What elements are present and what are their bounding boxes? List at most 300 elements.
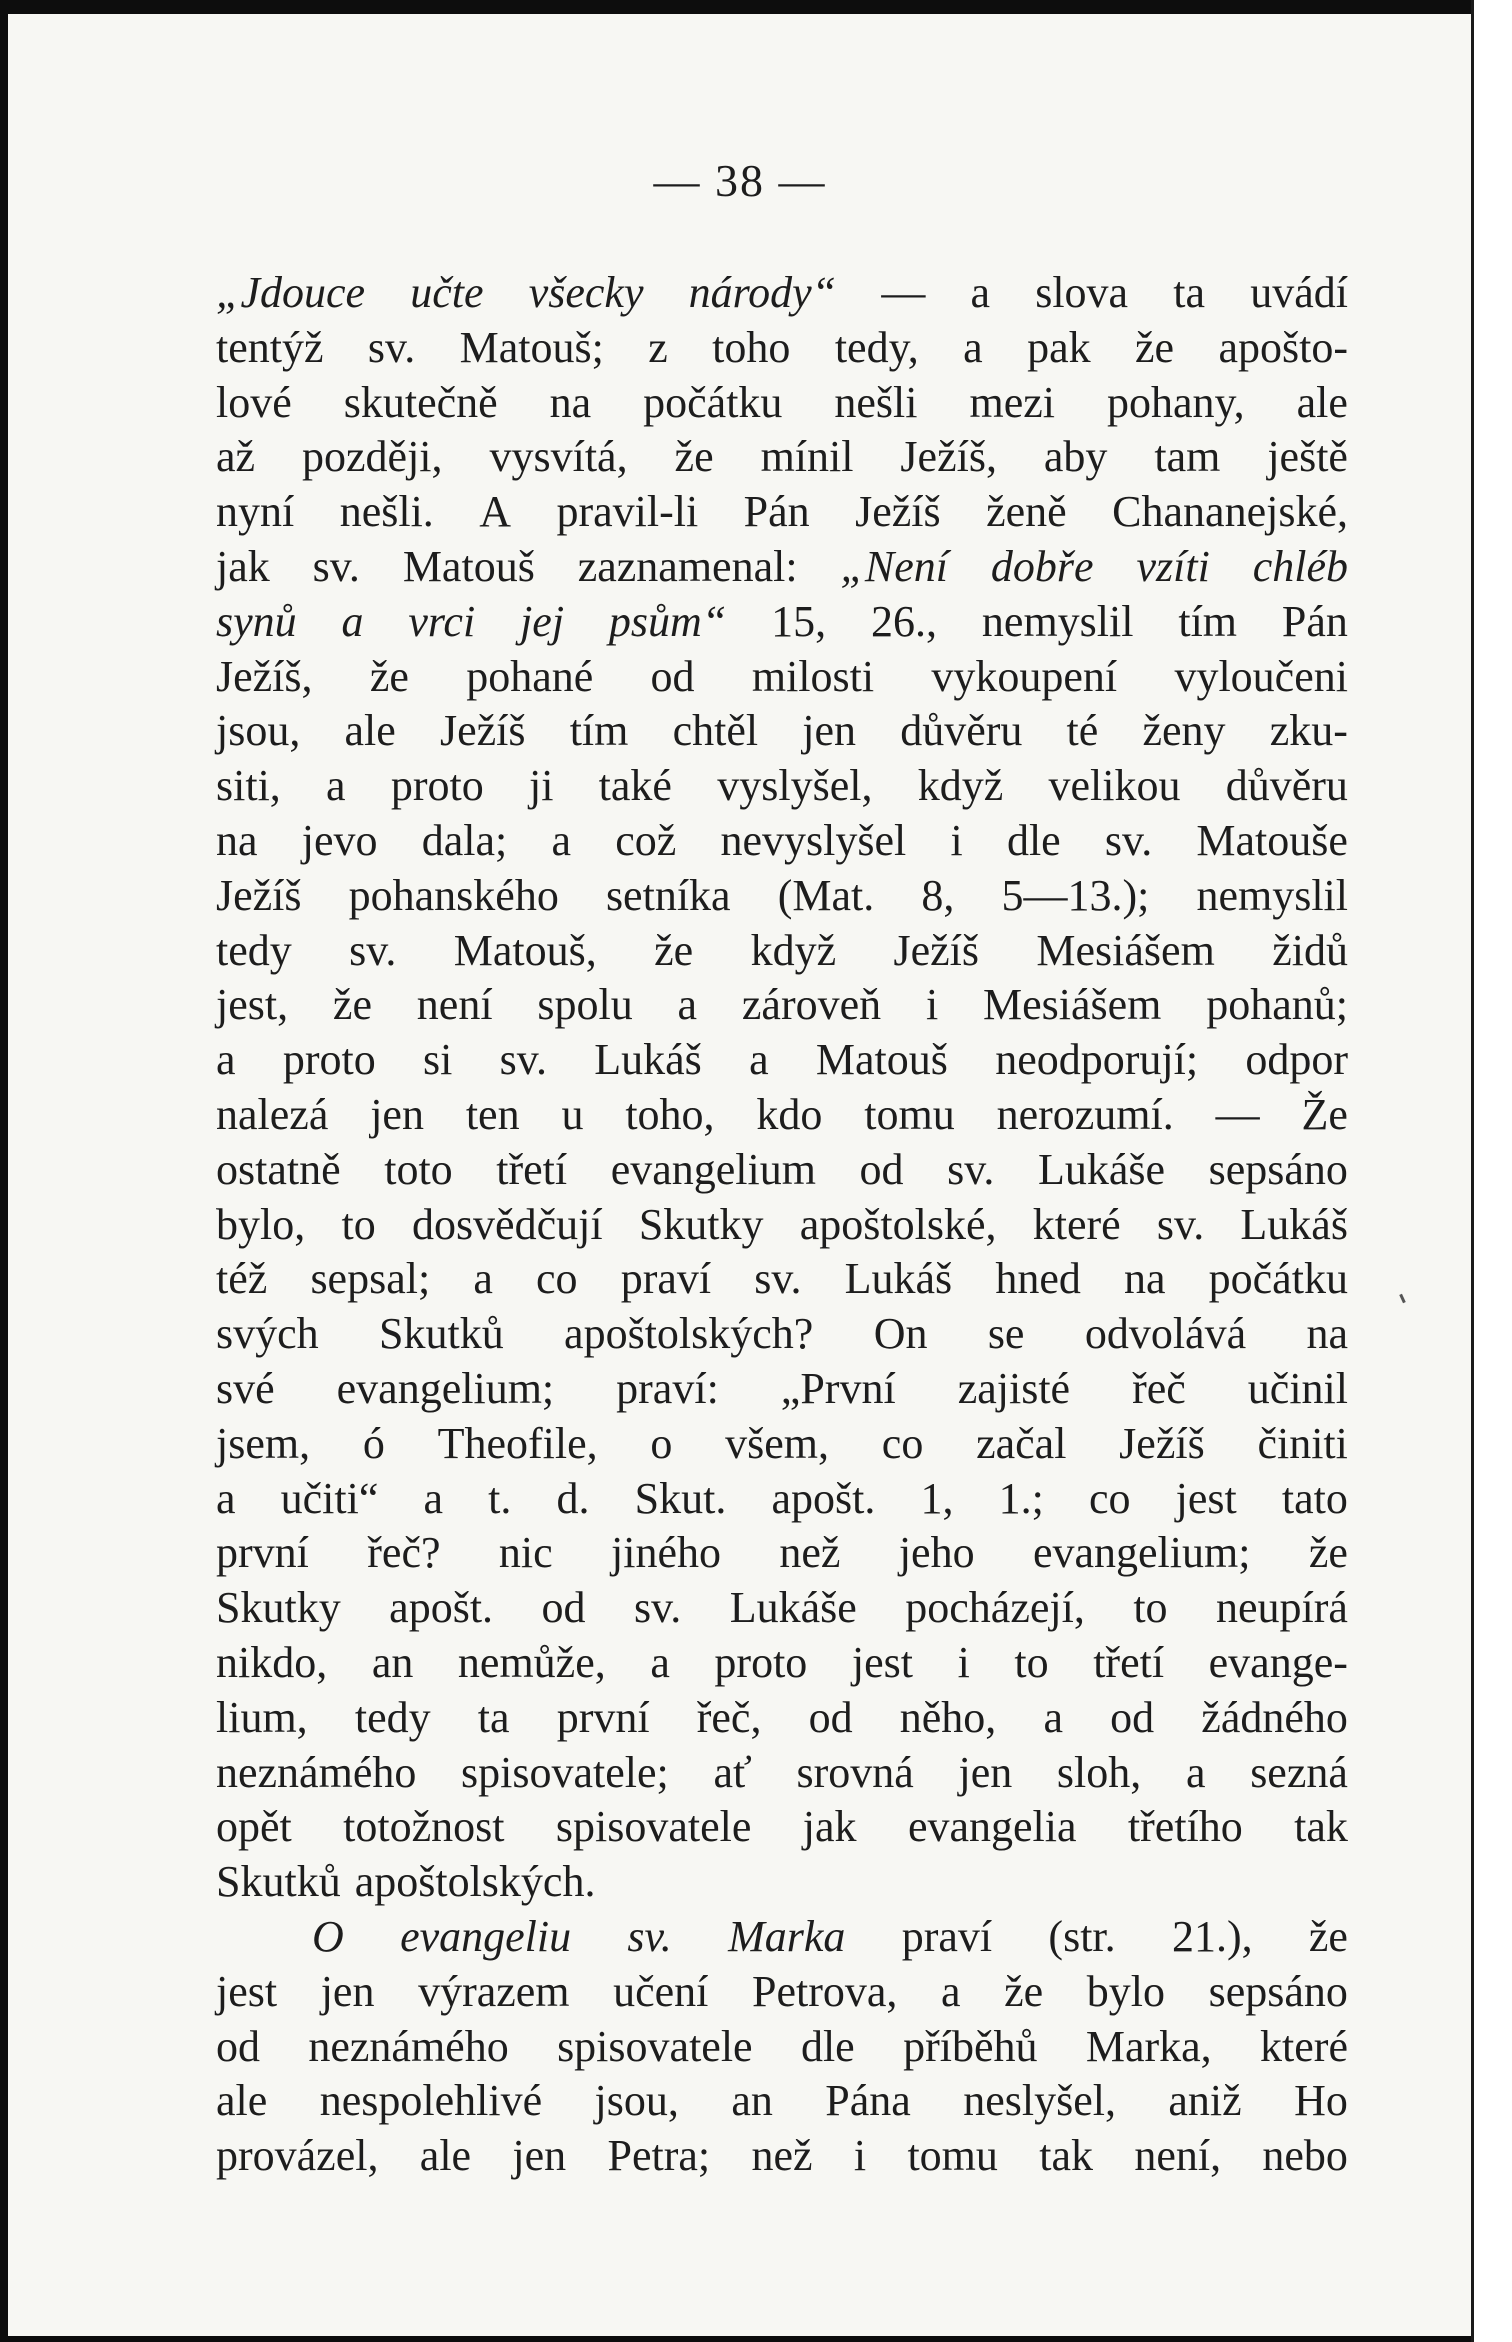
word: nyní <box>216 487 295 537</box>
word: ta <box>477 1692 510 1742</box>
word: tak <box>1039 2131 1093 2181</box>
word: a <box>341 596 364 646</box>
word: a <box>1043 1692 1063 1742</box>
text-line <box>216 1088 1348 1143</box>
word: On <box>873 1309 928 1359</box>
word: o <box>650 1418 673 1468</box>
word: mezi <box>969 377 1055 427</box>
word: srovná <box>796 1747 914 1797</box>
word: že <box>674 432 714 482</box>
word: apoštolské, <box>799 1199 997 1249</box>
word: něho, <box>899 1692 997 1742</box>
word: což <box>615 815 677 865</box>
text-line <box>216 1526 1348 1581</box>
word: psům“ <box>608 596 727 646</box>
word: sepsáno <box>1208 1144 1348 1194</box>
word: O <box>312 1911 344 1961</box>
word: Petra; <box>607 2131 711 2181</box>
word: neznámého <box>308 2021 509 2071</box>
word: třetí <box>1093 1637 1165 1687</box>
word: sloh, <box>1056 1747 1142 1797</box>
word: spisovatele; <box>461 1747 669 1797</box>
word: dle <box>1006 815 1061 865</box>
word: i <box>957 1637 970 1687</box>
word: učte <box>410 268 484 317</box>
word: apoštolských? <box>564 1309 814 1359</box>
word: apoštolských. <box>354 1857 596 1907</box>
text-line <box>216 1143 1348 1198</box>
word: praví: <box>616 1363 719 1413</box>
text-line <box>216 1252 1348 1307</box>
word: to <box>1133 1583 1168 1633</box>
word: že <box>1135 322 1175 372</box>
word: až <box>216 432 256 482</box>
word: Že <box>1301 1089 1348 1139</box>
word: Skutků <box>216 1857 341 1907</box>
word: aby <box>1043 432 1108 482</box>
word: a <box>963 322 983 372</box>
word: Pán <box>1281 596 1348 646</box>
word: ó <box>362 1418 385 1468</box>
word: jest <box>216 1966 278 2016</box>
word: nerozumí. <box>996 1089 1174 1139</box>
word: slova <box>1035 268 1129 317</box>
word: to <box>341 1199 376 1249</box>
word: té <box>1066 706 1099 756</box>
word: pravil-li <box>556 487 699 537</box>
word: než <box>779 1528 841 1578</box>
word: tedy <box>354 1692 431 1742</box>
text-line <box>216 814 1348 869</box>
word: jest, <box>216 980 289 1030</box>
word: jsou, <box>594 2076 679 2126</box>
word: nemyslil <box>1196 870 1348 920</box>
word: neodporují; <box>995 1035 1199 1085</box>
word: 8, <box>921 870 955 920</box>
body-text <box>216 266 1348 2184</box>
word: jsou, <box>216 706 301 756</box>
word: aniž <box>1168 2076 1242 2126</box>
word: Ježíš <box>440 706 526 756</box>
word: Marka <box>728 1911 846 1961</box>
word: jak <box>216 541 270 591</box>
word: „Není <box>840 541 949 591</box>
text-line <box>216 1198 1348 1253</box>
word: sv. <box>947 1144 995 1194</box>
word: učení <box>613 1966 709 2016</box>
text-line <box>216 2020 1348 2075</box>
word: zaznamenal: <box>577 541 798 591</box>
word: evangeliu <box>400 1911 572 1961</box>
text-line <box>216 1581 1348 1636</box>
word: dle <box>800 2021 855 2071</box>
word: provázel, <box>216 2131 379 2181</box>
word: co <box>536 1254 578 1304</box>
word: třetího <box>1127 1802 1243 1852</box>
word: pohany, <box>1106 377 1245 427</box>
word: a <box>326 761 346 811</box>
word: pak <box>1027 322 1091 372</box>
word: Mesiášem <box>983 980 1162 1030</box>
text-line <box>216 704 1348 759</box>
word: zku- <box>1269 706 1348 756</box>
word: ještě <box>1267 432 1348 482</box>
text-line <box>216 595 1348 650</box>
word: že <box>332 980 372 1030</box>
word: „První <box>780 1363 896 1413</box>
word: odpor <box>1245 1035 1348 1085</box>
word: dosvědčují <box>411 1199 603 1249</box>
word: Skutky <box>216 1583 341 1633</box>
word: nešli. <box>339 487 434 537</box>
word: když <box>750 925 837 975</box>
word: vyslyšel, <box>717 761 873 811</box>
word: jiného <box>611 1528 722 1578</box>
word: všem, <box>725 1418 830 1468</box>
word: proto <box>282 1035 376 1085</box>
book-page <box>8 14 1472 2336</box>
text-line <box>216 1307 1348 1362</box>
word: kdo <box>756 1089 823 1139</box>
word: činiti <box>1257 1418 1348 1468</box>
word: sv. <box>349 925 397 975</box>
word: že <box>1308 1528 1348 1578</box>
word: d. <box>556 1473 590 1523</box>
word: co <box>881 1418 924 1468</box>
word: A <box>479 487 512 537</box>
word: bylo <box>1086 1966 1166 2016</box>
word: „Jdouce <box>216 268 366 317</box>
word: později, <box>302 432 443 482</box>
word: ženě <box>986 487 1067 537</box>
word: evangelium; <box>1032 1528 1251 1578</box>
word: řeč? <box>367 1528 441 1578</box>
word: začal <box>976 1418 1067 1468</box>
word: jeho <box>898 1528 975 1578</box>
word: zajisté <box>957 1363 1071 1413</box>
word: neslyšel, <box>963 2076 1116 2126</box>
word: se <box>987 1309 1025 1359</box>
page-number: — 38 — <box>653 155 827 206</box>
word: ale <box>1296 377 1348 427</box>
word: Marka, <box>1085 2021 1212 2071</box>
word: svých <box>216 1309 319 1359</box>
word: sv. <box>367 322 416 372</box>
word: a <box>473 1254 493 1304</box>
text-line <box>216 540 1348 595</box>
word: Ježíš <box>216 870 302 920</box>
word: židů <box>1272 925 1348 975</box>
word: od <box>541 1583 586 1633</box>
word: spisovatele <box>555 1802 752 1852</box>
word: ať <box>713 1747 752 1797</box>
text-line <box>216 759 1348 814</box>
word: evangelium <box>610 1144 816 1194</box>
text-line <box>216 1855 1348 1910</box>
word: sepsal; <box>310 1254 431 1304</box>
word: tak <box>1294 1802 1348 1852</box>
word: spolu <box>537 980 633 1030</box>
word: žádného <box>1201 1692 1348 1742</box>
word: Matouš <box>815 1035 948 1085</box>
word: ta <box>1173 268 1206 317</box>
word: vyloučeni <box>1174 651 1348 701</box>
word: 15, <box>771 596 827 646</box>
word: Matouše <box>1196 815 1348 865</box>
word: zároveň <box>741 980 882 1030</box>
word: odvolává <box>1084 1309 1247 1359</box>
word: Ježíš <box>1119 1418 1205 1468</box>
word: Skutků <box>379 1309 504 1359</box>
word: řeč <box>1132 1363 1186 1413</box>
word: řeč, <box>696 1692 762 1742</box>
word: t. <box>488 1473 512 1523</box>
word: to <box>1014 1637 1049 1687</box>
word: učinil <box>1247 1363 1348 1413</box>
word: Lukáš <box>594 1035 702 1085</box>
word: neznámého <box>216 1747 417 1797</box>
word: Pána <box>825 2076 911 2126</box>
word: Theofile, <box>437 1418 598 1468</box>
word: důvěru <box>1225 761 1348 811</box>
word: praví <box>901 1911 993 1961</box>
word: ten <box>465 1089 520 1139</box>
text-line <box>216 869 1348 924</box>
word: apošt. <box>389 1583 494 1633</box>
word: ostatně <box>216 1144 341 1194</box>
word: třetí <box>496 1144 568 1194</box>
word: od <box>1110 1692 1155 1742</box>
word: co <box>1088 1473 1131 1523</box>
word: proto <box>714 1637 808 1687</box>
word: tomu <box>907 2131 998 2181</box>
word: i <box>950 815 963 865</box>
word: tím <box>1178 596 1238 646</box>
word: synů <box>216 596 297 646</box>
text-line <box>216 2129 1348 2184</box>
word: dala; <box>421 815 508 865</box>
word: pohanského <box>348 870 559 920</box>
word: na <box>1306 1309 1348 1359</box>
word: Ježíš <box>893 925 980 975</box>
word: bylo, <box>216 1199 306 1249</box>
word: neupírá <box>1216 1583 1348 1633</box>
word: od <box>859 1144 904 1194</box>
word: od <box>808 1692 853 1742</box>
word: nemyslil <box>981 596 1134 646</box>
word: důvěru <box>900 706 1023 756</box>
word: opět <box>216 1802 292 1852</box>
word: všecky <box>528 268 644 317</box>
word: sv. <box>634 1583 682 1633</box>
word: ji <box>528 761 554 811</box>
word: jen <box>512 2131 567 2181</box>
text-line <box>216 1636 1348 1691</box>
word: — <box>1215 1089 1260 1139</box>
word: sv. <box>1156 1199 1205 1249</box>
word: nic <box>498 1528 553 1578</box>
word: vzíti <box>1136 541 1210 591</box>
word: nespolehlivé <box>319 2076 543 2126</box>
word: na <box>549 377 592 427</box>
word: proto <box>390 761 484 811</box>
word: Pán <box>743 487 810 537</box>
word: nalezá <box>216 1089 329 1139</box>
word: pocházejí, <box>905 1583 1085 1633</box>
word: evange- <box>1208 1637 1348 1687</box>
word: není, <box>1134 2131 1222 2181</box>
word: Lukáše <box>729 1583 857 1633</box>
word: Matouš, <box>453 925 597 975</box>
word: že <box>369 651 409 701</box>
text-line <box>216 485 1348 540</box>
text-line <box>216 1746 1348 1801</box>
word: ale <box>344 706 396 756</box>
text-line <box>216 321 1348 376</box>
word: Skutky <box>638 1199 764 1249</box>
word: sezná <box>1250 1747 1348 1797</box>
text-line <box>216 924 1348 979</box>
word: první <box>556 1692 650 1742</box>
word: jsem, <box>216 1418 311 1468</box>
word: Lukáš <box>1240 1199 1348 1249</box>
word: jest <box>851 1637 913 1687</box>
word: tedy, <box>834 322 919 372</box>
word: Matouš; <box>459 322 604 372</box>
text-line <box>216 650 1348 705</box>
word: uvádí <box>1250 268 1348 317</box>
word: též <box>216 1254 268 1304</box>
word: Chananejské, <box>1112 487 1348 537</box>
text-line <box>216 430 1348 485</box>
text-line <box>216 1691 1348 1746</box>
word: an <box>371 1637 414 1687</box>
next-page-edge <box>1471 0 1512 2342</box>
text-line <box>216 376 1348 431</box>
word: dobře <box>990 541 1094 591</box>
text-line <box>216 1417 1348 1472</box>
word: setníka <box>605 870 731 920</box>
word: Petrova, <box>752 1966 898 2016</box>
paper-speck <box>1399 1294 1406 1303</box>
word: první <box>216 1528 309 1578</box>
word: siti, <box>216 761 281 811</box>
word: jest <box>1175 1473 1237 1523</box>
word: které <box>1260 2021 1348 2071</box>
word: tam <box>1154 432 1221 482</box>
word: než <box>751 2131 813 2181</box>
word: 26., <box>871 596 938 646</box>
word: chléb <box>1252 541 1348 591</box>
word: nikdo, <box>216 1637 328 1687</box>
word: své <box>216 1363 275 1413</box>
word: jen <box>958 1747 1013 1797</box>
word: nemůže, <box>457 1637 606 1687</box>
word: sv. <box>499 1035 547 1085</box>
word: Lukáše <box>1037 1144 1166 1194</box>
word: a <box>677 980 698 1030</box>
text-line <box>216 1033 1348 1088</box>
word: an <box>731 2076 773 2126</box>
word: jak <box>802 1802 857 1852</box>
word: evangelia <box>907 1802 1077 1852</box>
word: 1, <box>920 1473 954 1523</box>
word: Ježíš, <box>900 432 997 482</box>
word: také <box>598 761 672 811</box>
word: ale <box>419 2131 472 2181</box>
word: výrazem <box>418 1966 570 2016</box>
word: velikou <box>1048 761 1181 811</box>
word: Skut. <box>634 1473 727 1523</box>
word: toho <box>712 322 791 372</box>
text-line <box>216 266 1348 321</box>
word: že <box>1004 1966 1044 2016</box>
text-line <box>216 1362 1348 1417</box>
word: národy“ <box>688 268 837 317</box>
text-line <box>216 978 1348 1033</box>
word: praví <box>620 1254 712 1304</box>
word: u <box>561 1089 584 1139</box>
word: jen <box>320 1966 375 2016</box>
word: vysvítá, <box>489 432 628 482</box>
word: 5—13.); <box>1001 870 1150 920</box>
word: nebo <box>1262 2131 1348 2181</box>
word: učiti“ <box>280 1473 379 1523</box>
word: od <box>650 651 695 701</box>
text-line <box>216 1910 1348 1965</box>
word: počátku <box>643 377 783 427</box>
word: ženy <box>1142 706 1226 756</box>
word: a <box>423 1473 444 1523</box>
word: chtěl <box>672 706 759 756</box>
word: ale <box>216 2076 268 2126</box>
word: vrci <box>408 596 476 646</box>
word: 1.; <box>998 1473 1044 1523</box>
word: a <box>650 1637 670 1687</box>
word: pohané <box>466 651 594 701</box>
word: sv. <box>754 1254 802 1304</box>
word: totožnost <box>343 1802 505 1852</box>
word: (Mat. <box>777 870 875 920</box>
word: tomu <box>864 1089 955 1139</box>
word: počátku <box>1208 1254 1348 1304</box>
word: jen <box>802 706 857 756</box>
word: Ho <box>1294 2076 1348 2126</box>
word: — <box>881 268 926 317</box>
word: toto <box>384 1144 453 1194</box>
word: na <box>216 815 258 865</box>
word: a <box>941 1966 961 2016</box>
word: nevyslyšel <box>720 815 907 865</box>
word: příběhů <box>903 2021 1038 2071</box>
word: a <box>216 1035 236 1085</box>
word: i <box>925 980 939 1030</box>
word: pohanů; <box>1206 980 1348 1030</box>
word: když <box>917 761 1004 811</box>
text-line <box>216 2074 1348 2129</box>
word: jej <box>520 596 565 646</box>
word: toho, <box>625 1089 715 1139</box>
word: že <box>654 925 694 975</box>
word: mínil <box>760 432 854 482</box>
word: a <box>970 268 991 317</box>
word: sepsáno <box>1208 1966 1348 2016</box>
word: spisovatele <box>557 2021 753 2071</box>
word: Matouš <box>402 541 535 591</box>
word: a <box>749 1035 769 1085</box>
word: sv. <box>627 1911 672 1961</box>
word: tato <box>1281 1473 1348 1523</box>
